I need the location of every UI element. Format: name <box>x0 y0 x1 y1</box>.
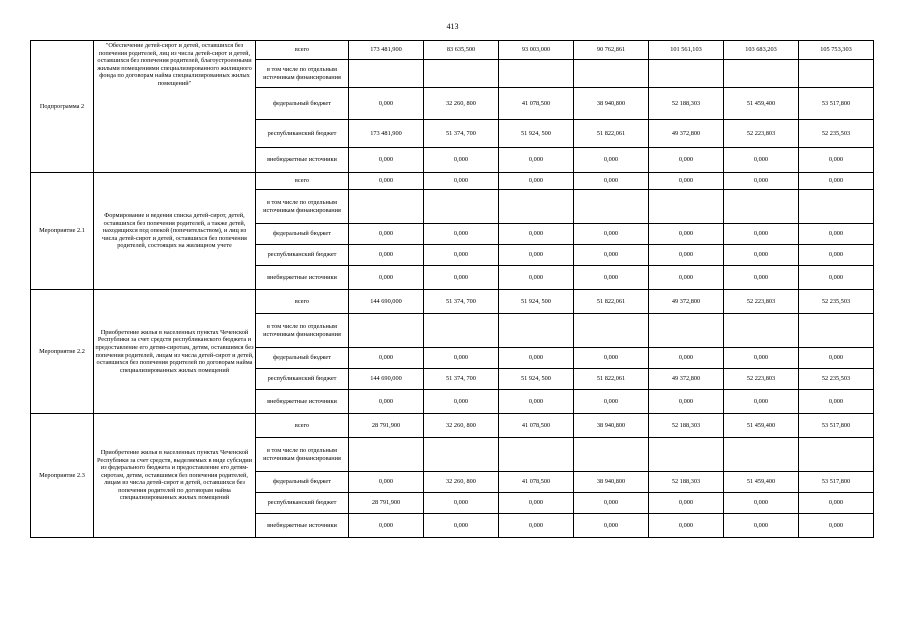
value-cell: 41 078,500 <box>499 414 574 438</box>
value-cell <box>499 314 574 348</box>
value-cell: 0,000 <box>349 266 424 290</box>
value-cell: 0,000 <box>424 173 499 190</box>
value-cell: 0,000 <box>349 148 424 173</box>
row-code: Мероприятие 2.2 <box>31 290 94 414</box>
value-cell: 0,000 <box>499 245 574 266</box>
value-cell: 41 078,500 <box>499 472 574 493</box>
value-cell: 0,000 <box>799 514 874 538</box>
value-cell: 53 517,800 <box>799 88 874 120</box>
value-cell <box>649 190 724 224</box>
value-cell: 0,000 <box>799 348 874 369</box>
value-cell: 0,000 <box>499 348 574 369</box>
value-cell: 0,000 <box>574 148 649 173</box>
value-cell: 51 822,061 <box>574 369 649 390</box>
value-cell: 52 223,803 <box>724 120 799 148</box>
value-cell: 103 683,203 <box>724 41 799 60</box>
value-cell: 0,000 <box>349 514 424 538</box>
value-cell: 101 561,103 <box>649 41 724 60</box>
funding-source: внебюджетные источники <box>256 148 349 173</box>
funding-source: республиканский бюджет <box>256 369 349 390</box>
funding-source: федеральный бюджет <box>256 88 349 120</box>
value-cell: 38 940,800 <box>574 88 649 120</box>
value-cell: 51 459,400 <box>724 88 799 120</box>
value-cell <box>724 60 799 88</box>
value-cell: 0,000 <box>724 148 799 173</box>
value-cell: 51 924, 500 <box>499 290 574 314</box>
value-cell: 0,000 <box>649 348 724 369</box>
value-cell: 0,000 <box>574 224 649 245</box>
value-cell <box>799 438 874 472</box>
value-cell: 0,000 <box>499 493 574 514</box>
value-cell <box>724 438 799 472</box>
value-cell: 0,000 <box>649 224 724 245</box>
budget-table <box>30 40 874 538</box>
value-cell <box>649 314 724 348</box>
value-cell: 0,000 <box>574 514 649 538</box>
value-cell: 93 003,000 <box>499 41 574 60</box>
value-cell: 53 517,800 <box>799 414 874 438</box>
value-cell: 52 223,803 <box>724 369 799 390</box>
value-cell: 0,000 <box>424 245 499 266</box>
value-cell: 144 690,000 <box>349 290 424 314</box>
funding-source: внебюджетные источники <box>256 514 349 538</box>
value-cell: 0,000 <box>799 390 874 414</box>
value-cell: 51 822,061 <box>574 290 649 314</box>
value-cell: 0,000 <box>349 472 424 493</box>
funding-source: всего <box>256 414 349 438</box>
value-cell <box>574 190 649 224</box>
value-cell <box>499 60 574 88</box>
value-cell: 0,000 <box>349 348 424 369</box>
funding-source: республиканский бюджет <box>256 120 349 148</box>
value-cell <box>499 190 574 224</box>
value-cell <box>424 314 499 348</box>
value-cell: 173 481,900 <box>349 120 424 148</box>
value-cell <box>649 60 724 88</box>
value-cell: 0,000 <box>799 224 874 245</box>
funding-source: республиканский бюджет <box>256 493 349 514</box>
value-cell: 0,000 <box>724 390 799 414</box>
table-row <box>31 173 874 190</box>
value-cell: 0,000 <box>724 245 799 266</box>
value-cell: 0,000 <box>499 173 574 190</box>
value-cell: 144 690,000 <box>349 369 424 390</box>
value-cell: 0,000 <box>424 224 499 245</box>
value-cell: 0,000 <box>649 245 724 266</box>
value-cell: 0,000 <box>424 390 499 414</box>
value-cell <box>349 190 424 224</box>
value-cell: 52 235,503 <box>799 290 874 314</box>
value-cell: 0,000 <box>799 266 874 290</box>
value-cell <box>574 60 649 88</box>
funding-source: федеральный бюджет <box>256 224 349 245</box>
value-cell: 0,000 <box>424 266 499 290</box>
value-cell: 0,000 <box>574 493 649 514</box>
value-cell: 0,000 <box>499 266 574 290</box>
value-cell: 52 235,503 <box>799 369 874 390</box>
value-cell: 28 791,900 <box>349 414 424 438</box>
value-cell: 0,000 <box>499 514 574 538</box>
value-cell: 0,000 <box>499 390 574 414</box>
value-cell <box>499 438 574 472</box>
value-cell: 32 260, 800 <box>424 414 499 438</box>
table-row <box>31 41 874 60</box>
value-cell: 51 924, 500 <box>499 369 574 390</box>
value-cell: 0,000 <box>349 88 424 120</box>
value-cell: 49 372,800 <box>649 120 724 148</box>
value-cell: 0,000 <box>799 148 874 173</box>
value-cell: 105 753,303 <box>799 41 874 60</box>
value-cell: 0,000 <box>349 224 424 245</box>
row-code: Мероприятие 2.1 <box>31 173 94 290</box>
row-description: Формирование и ведения списка детей-сирот, детей, оставшихся без попечения родителей, а также детей, находящихся под опекой (попечительством), и лиц из числа детей-сирот и детей, оставшихся без попечения родителей, состоящих на жилищном учете <box>94 173 256 290</box>
value-cell <box>799 314 874 348</box>
value-cell: 49 372,800 <box>649 290 724 314</box>
value-cell: 0,000 <box>574 266 649 290</box>
funding-source: в том числе по отдельным источникам финансирования <box>256 438 349 472</box>
value-cell <box>424 438 499 472</box>
value-cell: 28 791,900 <box>349 493 424 514</box>
value-cell: 173 481,900 <box>349 41 424 60</box>
value-cell: 83 635,500 <box>424 41 499 60</box>
value-cell <box>799 60 874 88</box>
value-cell: 41 078,500 <box>499 88 574 120</box>
value-cell: 52 235,503 <box>799 120 874 148</box>
value-cell <box>424 190 499 224</box>
value-cell: 0,000 <box>649 514 724 538</box>
funding-source: республиканский бюджет <box>256 245 349 266</box>
funding-source: всего <box>256 173 349 190</box>
funding-source: в том числе по отдельным источникам финансирования <box>256 190 349 224</box>
value-cell: 0,000 <box>724 348 799 369</box>
value-cell: 0,000 <box>424 493 499 514</box>
page-number: 413 <box>446 22 459 31</box>
value-cell: 0,000 <box>649 173 724 190</box>
value-cell <box>349 314 424 348</box>
value-cell: 53 517,800 <box>799 472 874 493</box>
value-cell: 0,000 <box>724 224 799 245</box>
value-cell <box>574 438 649 472</box>
value-cell: 52 188,303 <box>649 472 724 493</box>
value-cell: 0,000 <box>574 245 649 266</box>
value-cell: 52 188,303 <box>649 88 724 120</box>
value-cell: 0,000 <box>499 148 574 173</box>
value-cell: 38 940,800 <box>574 414 649 438</box>
value-cell: 90 762,861 <box>574 41 649 60</box>
value-cell: 32 260, 800 <box>424 472 499 493</box>
value-cell <box>349 438 424 472</box>
value-cell: 0,000 <box>349 173 424 190</box>
value-cell <box>349 60 424 88</box>
value-cell: 0,000 <box>649 148 724 173</box>
value-cell: 0,000 <box>349 245 424 266</box>
value-cell: 0,000 <box>424 148 499 173</box>
value-cell: 51 374, 700 <box>424 120 499 148</box>
value-cell: 0,000 <box>649 266 724 290</box>
funding-source: в том числе по отдельным источникам финансирования <box>256 314 349 348</box>
value-cell: 0,000 <box>724 266 799 290</box>
value-cell: 0,000 <box>499 224 574 245</box>
value-cell: 51 374, 700 <box>424 290 499 314</box>
table-row <box>31 414 874 438</box>
funding-source: внебюджетные источники <box>256 266 349 290</box>
value-cell: 0,000 <box>799 245 874 266</box>
row-code: Подпрограмма 2 <box>31 41 94 173</box>
value-cell: 0,000 <box>424 514 499 538</box>
row-description: Приобретение жилья в населенных пунктах Чеченской Республики за счет средств республиканского бюджета и предоставление его детям-сиротам, детям, оставшимся без попечения родителей, лицам из числа детей-сирот и детей, оставшихся без попечения родителей по договорам найма специализированных жилых помещений <box>94 290 256 414</box>
value-cell: 0,000 <box>424 348 499 369</box>
value-cell <box>649 438 724 472</box>
funding-source: федеральный бюджет <box>256 348 349 369</box>
value-cell: 0,000 <box>724 173 799 190</box>
funding-source: внебюджетные источники <box>256 390 349 414</box>
value-cell: 0,000 <box>649 390 724 414</box>
value-cell: 52 188,303 <box>649 414 724 438</box>
value-cell <box>724 190 799 224</box>
value-cell: 49 372,800 <box>649 369 724 390</box>
value-cell: 0,000 <box>349 390 424 414</box>
funding-source: федеральный бюджет <box>256 472 349 493</box>
value-cell: 0,000 <box>799 493 874 514</box>
value-cell <box>799 190 874 224</box>
value-cell: 0,000 <box>574 173 649 190</box>
value-cell <box>724 314 799 348</box>
value-cell: 51 374, 700 <box>424 369 499 390</box>
value-cell: 51 459,400 <box>724 414 799 438</box>
value-cell: 32 260, 800 <box>424 88 499 120</box>
value-cell <box>424 60 499 88</box>
row-description: "Обеспечение детей-сирот и детей, оставшихся без попечения родителей, лиц из числа детей-сирот и детей, оставшихся без попечения родителей, благоустроенными жилыми помещениями специализированного жилищного фонда по договорам найма специализированных жилых помещений" <box>94 41 256 173</box>
table-row <box>31 290 874 314</box>
value-cell: 0,000 <box>649 493 724 514</box>
value-cell: 38 940,800 <box>574 472 649 493</box>
row-code: Мероприятие 2.3 <box>31 414 94 538</box>
funding-source: в том числе по отдельным источникам финансирования <box>256 60 349 88</box>
value-cell <box>574 314 649 348</box>
value-cell: 0,000 <box>724 493 799 514</box>
row-description: Приобретение жилья в населенных пунктах Чеченской Республики за счет средств, выделяемых в виде субсидии из федерального бюджета и предоставление его детям-сиротам, детям, оставшимся без попечения родителей, лицам из числа детей-сирот и детей, оставшихся без попечения родителей по договорам найма специализированных жилых помещений <box>94 414 256 538</box>
value-cell: 0,000 <box>574 348 649 369</box>
value-cell: 52 223,803 <box>724 290 799 314</box>
value-cell: 0,000 <box>724 514 799 538</box>
value-cell: 0,000 <box>574 390 649 414</box>
value-cell: 51 459,400 <box>724 472 799 493</box>
value-cell: 51 822,061 <box>574 120 649 148</box>
value-cell: 0,000 <box>799 173 874 190</box>
value-cell: 51 924, 500 <box>499 120 574 148</box>
funding-source: всего <box>256 290 349 314</box>
funding-source: всего <box>256 41 349 60</box>
